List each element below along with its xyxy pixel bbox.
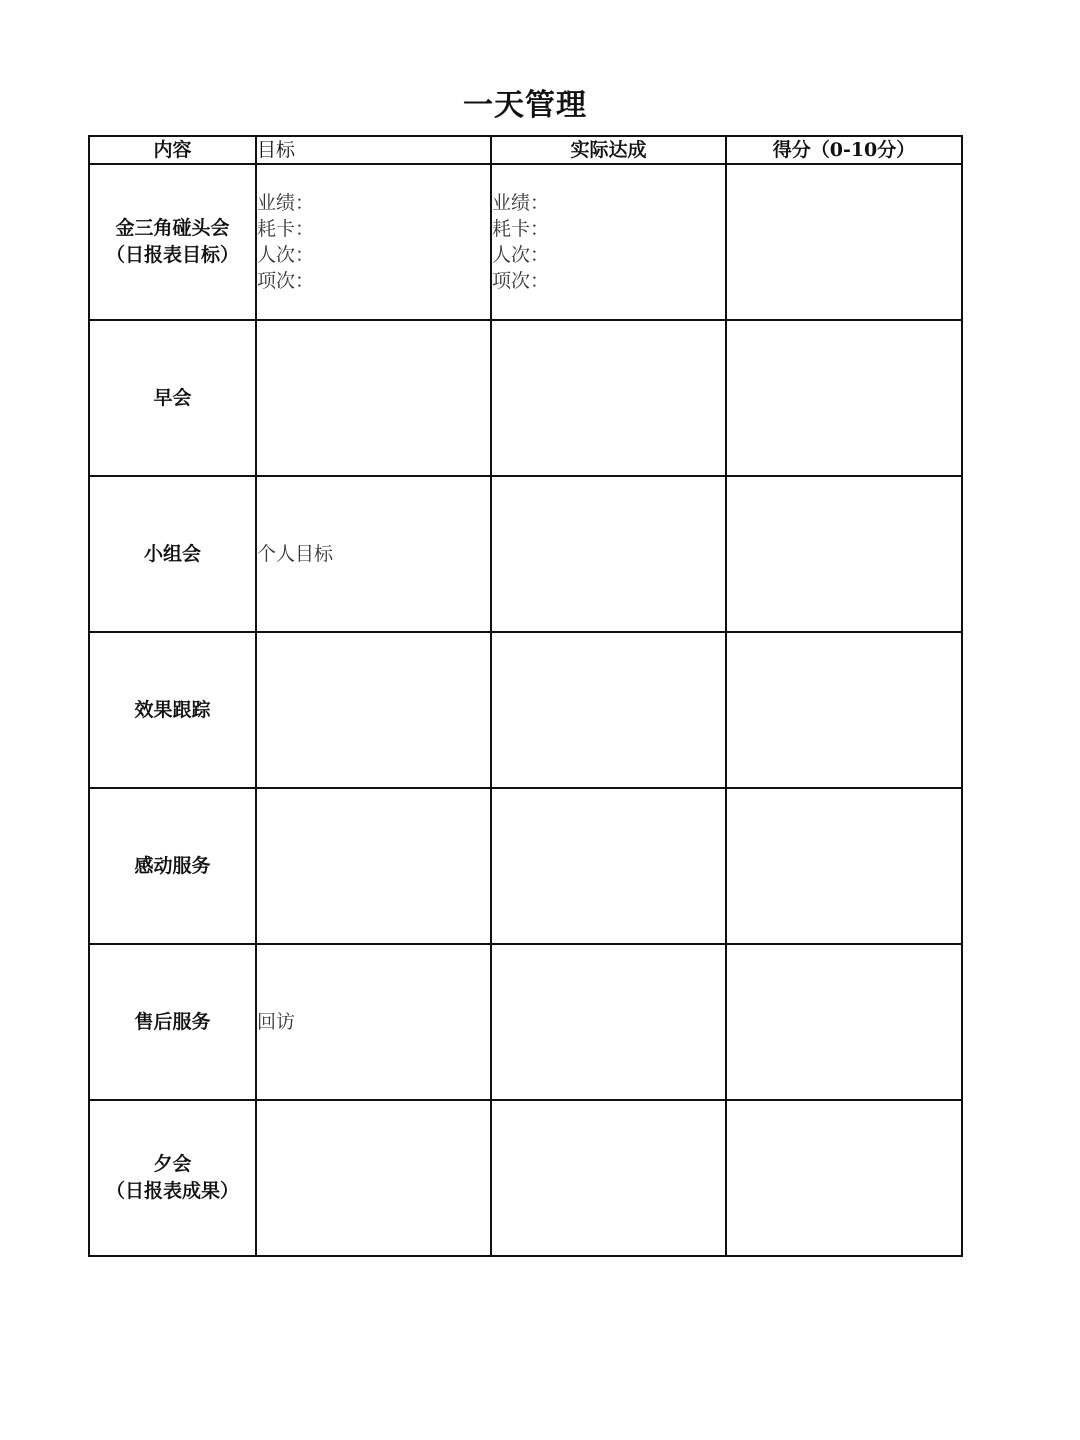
target-line: 人次： [257, 244, 315, 266]
target-line: 业绩： [257, 192, 315, 214]
score-cell[interactable] [726, 164, 962, 320]
target-cell[interactable] [256, 476, 491, 632]
content-line: 售后服务 [134, 1010, 211, 1033]
content-line: 感动服务 [134, 854, 211, 877]
content-line: 夕会 [153, 1153, 192, 1175]
header-actual: 实际达成 [491, 136, 726, 164]
page-title: 一天管理 [463, 88, 587, 123]
score-cell[interactable] [726, 1100, 962, 1256]
target-cell[interactable] [256, 944, 491, 1100]
daily-management-table [88, 135, 963, 1257]
actual-cell[interactable] [491, 788, 726, 944]
content-cell [89, 944, 256, 1100]
target-line: 耗卡： [257, 218, 315, 240]
actual-cell[interactable] [491, 476, 726, 632]
score-cell[interactable] [726, 476, 962, 632]
actual-line: 项次： [492, 270, 550, 292]
content-line: 效果跟踪 [134, 698, 211, 721]
actual-cell[interactable] [491, 944, 726, 1100]
table-row [89, 320, 962, 476]
actual-line: 业绩： [492, 192, 550, 214]
content-cell [89, 476, 256, 632]
actual-line: 耗卡： [492, 218, 550, 240]
target-cell[interactable] [256, 164, 491, 320]
table-row [89, 788, 962, 944]
score-cell[interactable] [726, 788, 962, 944]
score-cell[interactable] [726, 632, 962, 788]
table-row [89, 476, 962, 632]
table-row [89, 1100, 962, 1256]
actual-cell[interactable] [491, 164, 726, 320]
content-cell [89, 632, 256, 788]
content-cell [89, 788, 256, 944]
content-cell [89, 1100, 256, 1256]
target-cell[interactable] [256, 788, 491, 944]
header-content: 内容 [89, 136, 256, 164]
header-score: 得分（0-10分） [726, 136, 962, 164]
target-line: 项次： [257, 270, 315, 292]
score-cell[interactable] [726, 944, 962, 1100]
target-line: 个人目标 [257, 543, 334, 565]
content-line: 小组会 [143, 542, 201, 565]
table-row [89, 164, 962, 320]
actual-line: 人次： [492, 244, 550, 266]
content-line: 金三角碰头会 [115, 217, 230, 239]
content-line: （日报表成果） [105, 1180, 239, 1202]
score-cell[interactable] [726, 320, 962, 476]
content-cell [89, 320, 256, 476]
table-header-row [89, 136, 962, 164]
content-line: 早会 [153, 386, 192, 409]
target-line: 回访 [257, 1011, 296, 1033]
table-row [89, 944, 962, 1100]
target-cell[interactable] [256, 632, 491, 788]
content-cell [89, 164, 256, 320]
actual-cell[interactable] [491, 1100, 726, 1256]
actual-cell[interactable] [491, 320, 726, 476]
table-row [89, 632, 962, 788]
actual-cell[interactable] [491, 632, 726, 788]
target-cell[interactable] [256, 320, 491, 476]
target-cell[interactable] [256, 1100, 491, 1256]
header-target: 目标 [256, 136, 491, 164]
content-line: （日报表目标） [105, 244, 239, 266]
